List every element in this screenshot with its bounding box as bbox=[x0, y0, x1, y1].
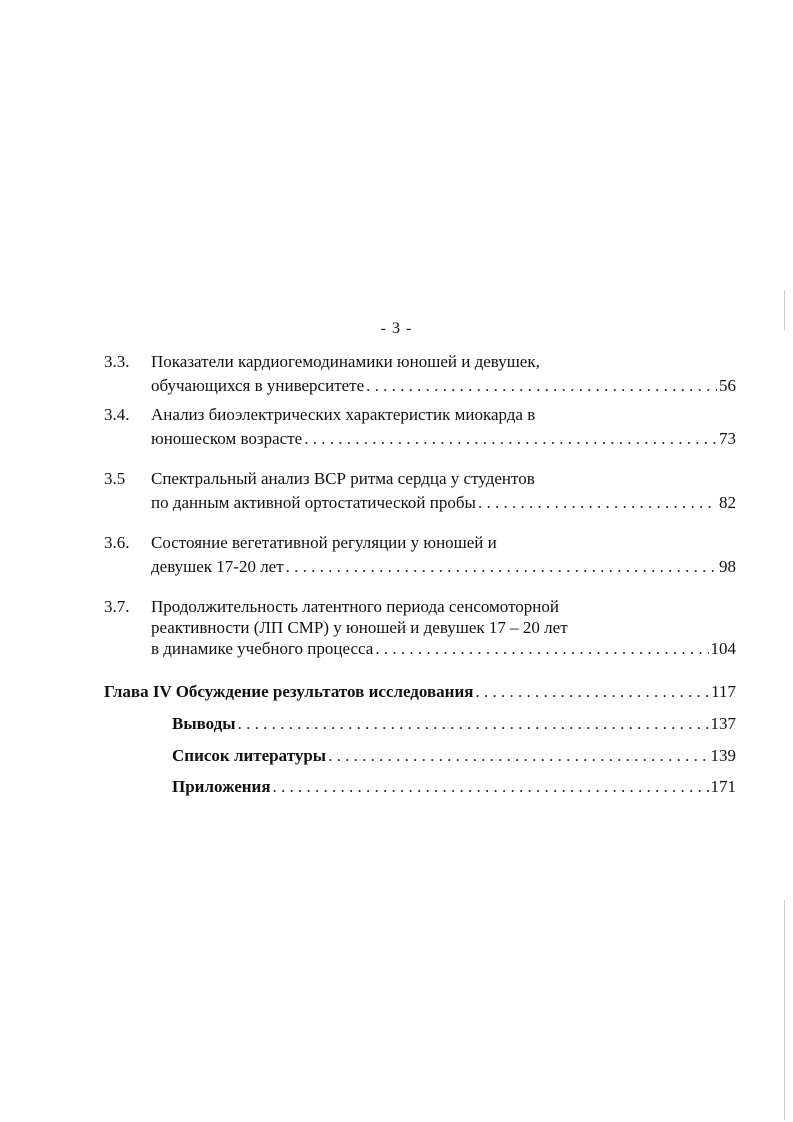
toc-section-references bbox=[172, 744, 736, 768]
entry-page: 82 bbox=[719, 493, 736, 512]
dot-leader bbox=[478, 491, 717, 515]
entry-leader-line bbox=[151, 427, 736, 451]
dot-leader bbox=[238, 712, 709, 736]
entry-title-line: по данным активной ортостатической пробы bbox=[151, 493, 476, 512]
dot-leader bbox=[273, 775, 709, 799]
entry-title-line: Анализ биоэлектрических характеристик миокарда в bbox=[151, 405, 536, 424]
scan-edge-mark bbox=[784, 290, 785, 330]
scan-edge-mark bbox=[784, 900, 785, 1120]
dot-leader bbox=[475, 680, 709, 704]
entry-title-line: в динамике учебного процесса bbox=[151, 639, 374, 658]
section-title: Выводы bbox=[172, 714, 236, 733]
section-page: 139 bbox=[710, 746, 736, 765]
dot-leader bbox=[304, 427, 717, 451]
entry-page: 104 bbox=[710, 639, 736, 658]
entry-page: 56 bbox=[719, 376, 736, 395]
entry-number: 3.3. bbox=[104, 352, 130, 371]
entry-leader-line bbox=[151, 491, 736, 515]
section-title: Приложения bbox=[172, 777, 271, 796]
dot-leader bbox=[375, 637, 708, 661]
page-number: - 3 - bbox=[380, 320, 413, 337]
entry-title-line: Состояние вегетативной регуляции у юношей и bbox=[151, 533, 497, 552]
entry-title-line: Спектральный анализ ВСР ритма сердца у студентов bbox=[151, 469, 535, 488]
entry-number: 3.6. bbox=[104, 533, 130, 552]
entry-title-line: девушек 17-20 лет bbox=[151, 557, 284, 576]
entry-leader-line bbox=[151, 374, 736, 398]
entry-page: 73 bbox=[719, 429, 736, 448]
entry-page: 98 bbox=[719, 557, 736, 576]
chapter-page: 117 bbox=[711, 682, 736, 701]
entry-title-line: реактивности (ЛП СМР) у юношей и девушек 17 – 20 лет bbox=[151, 618, 568, 637]
chapter-title: Глава IV Обсуждение результатов исследования bbox=[104, 682, 474, 701]
entry-title-line: обучающихся в университете bbox=[151, 376, 365, 395]
toc-chapter-4 bbox=[104, 680, 736, 704]
entry-title-line: Продолжительность латентного периода сенсомоторной bbox=[151, 597, 559, 616]
entry-title-line: юношеском возрасте bbox=[151, 429, 303, 448]
entry-number: 3.5 bbox=[104, 469, 126, 488]
entry-leader-line bbox=[151, 637, 736, 661]
section-page: 171 bbox=[710, 777, 736, 796]
entry-leader-line bbox=[151, 555, 736, 579]
section-title: Список литературы bbox=[172, 746, 327, 765]
dot-leader bbox=[286, 555, 717, 579]
entry-number: 3.7. bbox=[104, 597, 130, 616]
entry-number: 3.4. bbox=[104, 405, 130, 424]
entry-title-line: Показатели кардиогемодинамики юношей и девушек, bbox=[151, 352, 540, 371]
dot-leader bbox=[366, 374, 717, 398]
dot-leader bbox=[328, 744, 708, 768]
section-page: 137 bbox=[710, 714, 736, 733]
toc-section-conclusions bbox=[172, 712, 736, 736]
toc-section-appendices bbox=[172, 775, 736, 799]
